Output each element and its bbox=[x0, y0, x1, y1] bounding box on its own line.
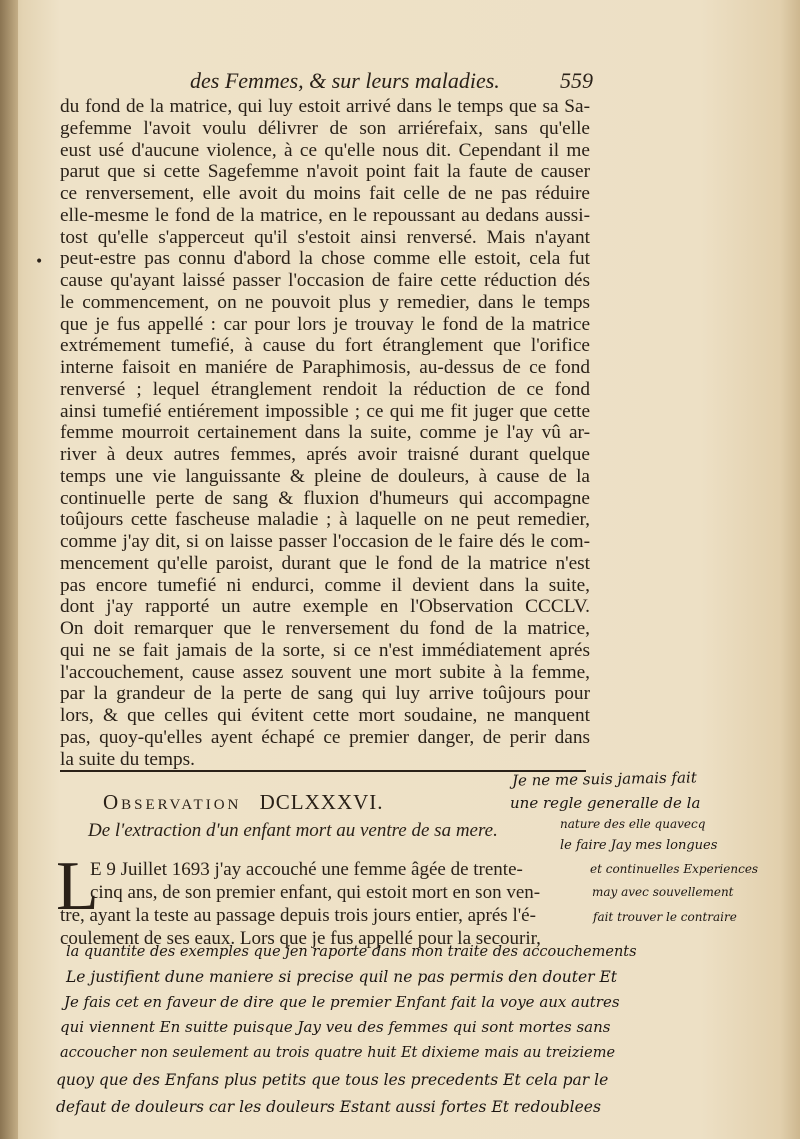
section-rule bbox=[60, 770, 586, 772]
handwritten-note: fait trouver le contraire bbox=[593, 910, 737, 924]
drop-cap: L bbox=[56, 848, 99, 925]
body-line: la suite du temps. bbox=[60, 748, 195, 770]
handwritten-note: Le justifient dune maniere si precise quil ne pas permis den douter Et bbox=[66, 968, 617, 986]
body-line: ce renversement, elle avoit du moins fait celle de ne pas réduire bbox=[60, 183, 590, 204]
body-line: l'accouchement, cause assez souvent une mort subite à la femme, bbox=[60, 661, 590, 683]
observation-number: DCLXXXVI. bbox=[259, 790, 384, 814]
body-line: interne faisoit en maniére de Paraphimosis, au-dessus de ce fond bbox=[60, 357, 590, 378]
observation-line: cinq ans, de son premier enfant, qui estoit mort en son ven- bbox=[90, 882, 541, 903]
body-line: comme j'ay dit, si on laisse passer l'occasion de le faire dés le com- bbox=[60, 531, 590, 552]
body-line: par la grandeur de la perte de sang qui luy arrive toûjours pour bbox=[60, 683, 590, 705]
page-gutter bbox=[0, 0, 18, 1139]
handwritten-note: may avec souvellement bbox=[592, 885, 734, 899]
body-line: renversé ; lequel étranglement rendoit la réduction de ce fond bbox=[60, 378, 590, 400]
body-line: river à deux autres femmes, aprés avoir traisné durant quelque bbox=[60, 444, 590, 465]
running-header bbox=[190, 68, 750, 94]
observation-subtitle: De l'extraction d'un enfant mort au ventre de sa mere. bbox=[88, 820, 498, 841]
observation-line: E 9 Juillet 1693 j'ay accouché une femme âgée de trente- bbox=[90, 859, 523, 880]
body-line: continuelle perte de sang & fluxion d'humeurs qui accompagne bbox=[60, 487, 590, 509]
body-line: elle-mesme le fond de la matrice, en le repoussant au dedans aussi- bbox=[60, 204, 590, 226]
handwritten-note: une regle generalle de la bbox=[510, 794, 701, 812]
observation-label: Observation bbox=[103, 790, 242, 814]
body-line: extrémement tumefié, à cause du fort étranglement que l'orifice bbox=[60, 335, 590, 357]
margin-mark: • bbox=[35, 254, 44, 270]
observation-line: coulement de ses eaux. Lors que je fus appellé pour la secourir, bbox=[60, 928, 541, 949]
handwritten-note: nature des elle quavecq bbox=[560, 817, 706, 831]
handwritten-note: qui viennent En suitte puisque Jay veu des femmes qui sont mortes sans bbox=[60, 1018, 611, 1036]
handwritten-note: le faire Jay mes longues bbox=[560, 838, 718, 853]
body-line: dont j'ay rapporté un autre exemple en l'Observation CCCLV. bbox=[60, 596, 590, 618]
body-line: cause qu'ayant laissé passer l'occasion de faire cette réduction dés bbox=[60, 270, 590, 291]
handwritten-note: Je fais cet en faveur de dire que le premier Enfant fait la voye aux autres bbox=[64, 993, 620, 1011]
body-line: femme mourroit certainement dans la suite, comme je l'ay vû ar- bbox=[60, 422, 590, 444]
body-line: qui ne se fait jamais de la sorte, si ce n'est immédiatement aprés bbox=[60, 639, 590, 661]
observation-heading bbox=[103, 790, 384, 815]
body-line: que je fus appellé : car pour lors je trouvay le fond de la matrice bbox=[60, 313, 590, 335]
body-line: eust usé d'aucune violence, à ce qu'elle nous dit. Cependant il me bbox=[60, 139, 590, 161]
handwritten-note: defaut de douleurs car les douleurs Estant aussi fortes Et redoublees bbox=[56, 1098, 601, 1116]
body-line: pas, quoy-qu'elles ayent échapé ce premier danger, de perir dans bbox=[60, 726, 590, 748]
handwritten-note: la quantite des exemples que jen raporte dans mon traite des accouchements bbox=[66, 944, 637, 960]
body-line: peut-estre pas connu d'abord la chose comme elle estoit, cela fut bbox=[60, 248, 590, 270]
body-line: lors, & que celles qui évitent cette mort soudaine, ne manquent bbox=[60, 705, 590, 726]
handwritten-note: accoucher non seulement au trois quatre huit Et dixieme mais au treizieme bbox=[60, 1045, 616, 1061]
body-line: tost qu'elle s'apperceut qu'il s'estoit ainsi renversé. Mais n'ayant bbox=[60, 226, 590, 248]
running-title: des Femmes, & sur leurs maladies. bbox=[190, 68, 500, 93]
body-line: parut que si cette Sagefemme n'avoit point fait la faute de causer bbox=[60, 161, 590, 183]
body-line: toûjours cette fascheuse maladie ; à laquelle on ne peut remedier, bbox=[60, 509, 590, 531]
handwritten-note: Je ne me suis jamais fait bbox=[511, 768, 697, 790]
body-line: On doit remarquer que le renversement du fond de la matrice, bbox=[60, 618, 590, 639]
handwritten-note: et continuelles Experiences bbox=[590, 862, 759, 876]
handwritten-note: quoy que des Enfans plus petits que tous les precedents Et cela par le bbox=[56, 1071, 609, 1089]
body-line: mencement qu'elle paroist, durant que le fond de la matrice n'est bbox=[60, 552, 590, 574]
body-line: gefemme l'avoit voulu délivrer de son arriérefaix, sans qu'elle bbox=[60, 117, 590, 139]
body-line: du fond de la matrice, qui luy estoit arrivé dans le temps que sa Sa- bbox=[60, 96, 590, 117]
body-line: pas encore tumefié ni endurci, comme il devient dans la suite, bbox=[60, 574, 590, 596]
body-text bbox=[60, 96, 590, 770]
observation-line: tre, ayant la teste au passage depuis trois jours entier, aprés l'é- bbox=[60, 905, 536, 926]
body-line: le commencement, on ne pouvoit plus y remedier, dans le temps bbox=[60, 291, 590, 313]
body-line: temps une vie languissante & pleine de douleurs, à cause de la bbox=[60, 465, 590, 487]
body-line: ainsi tumefié entiérement impossible ; ce qui me fit juger que cette bbox=[60, 400, 590, 422]
page-number: 559 bbox=[560, 68, 593, 93]
observation-text bbox=[60, 858, 590, 950]
